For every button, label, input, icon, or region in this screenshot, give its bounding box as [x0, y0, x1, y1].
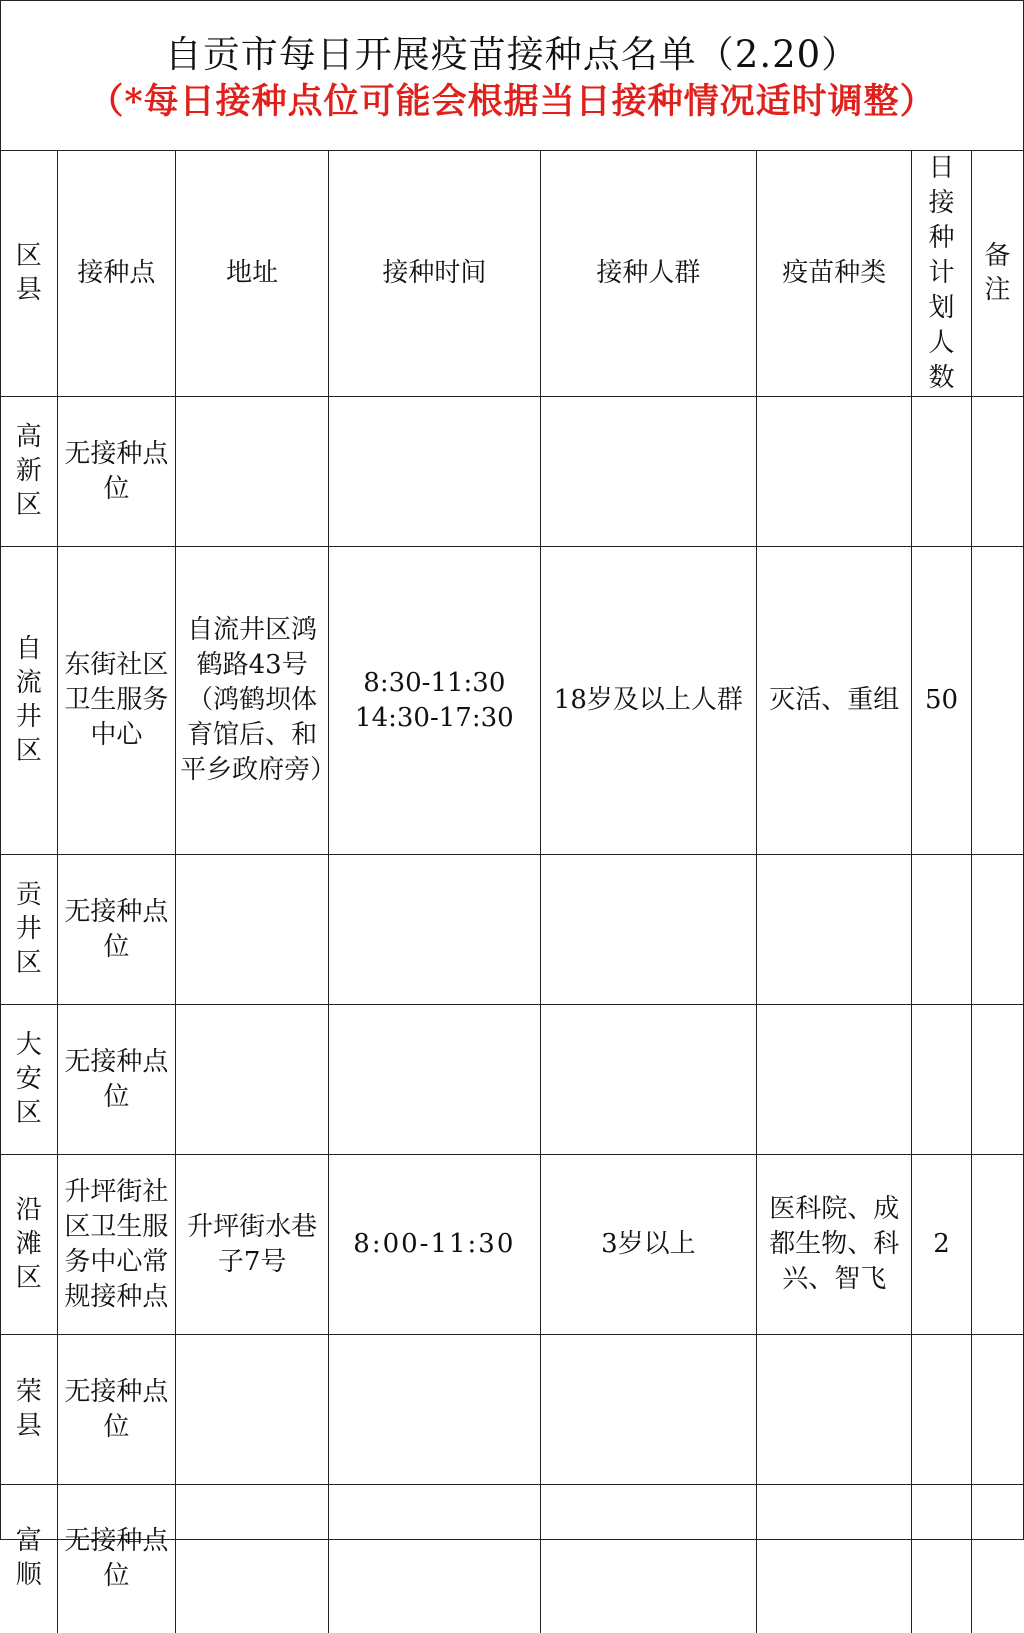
cell-time: 8:30-11:30 14:30-17:30: [329, 547, 540, 855]
header-address: 地址: [176, 151, 329, 397]
cell-note: [971, 855, 1023, 1005]
cell-vaccine: [757, 397, 912, 547]
cell-address: [176, 1485, 329, 1633]
cell-address: [176, 855, 329, 1005]
page-title: 自贡市每日开展疫苗接种点名单（2.20）: [164, 33, 860, 76]
cell-plan: [912, 1005, 971, 1155]
header-note: 备注: [971, 151, 1023, 397]
cell-site: 无接种点位: [57, 1005, 176, 1155]
cell-vaccine: [757, 1005, 912, 1155]
table-row: [1, 1005, 1023, 1155]
cell-district: 自流井区: [1, 547, 57, 855]
header-vaccine: 疫苗种类: [757, 151, 912, 397]
cell-time: [329, 1485, 540, 1633]
cell-district: 高新区: [1, 397, 57, 547]
table-row: [1, 397, 1023, 547]
cell-plan: 50: [912, 547, 971, 855]
cell-site: 升坪街社区卫生服务中心常规接种点: [57, 1155, 176, 1335]
table-row: [1, 1485, 1023, 1633]
cell-plan: 2: [912, 1155, 971, 1335]
cell-plan: [912, 1485, 971, 1633]
cell-note: [971, 397, 1023, 547]
vaccination-sites-table: [1, 151, 1023, 1633]
cell-time: [329, 1005, 540, 1155]
cell-district: 荣县: [1, 1335, 57, 1485]
cell-plan: [912, 855, 971, 1005]
cell-group: [540, 397, 757, 547]
cell-group: 3岁以上: [540, 1155, 757, 1335]
cell-time: [329, 1335, 540, 1485]
cell-vaccine: [757, 1335, 912, 1485]
cell-site: 无接种点位: [57, 1335, 176, 1485]
cell-vaccine: 医科院、成都生物、科兴、智飞: [757, 1155, 912, 1335]
title-block: [1, 1, 1023, 151]
cell-site: 无接种点位: [57, 397, 176, 547]
cell-note: [971, 1335, 1023, 1485]
cell-time: 8:00-11:30: [329, 1155, 540, 1335]
table-row: [1, 1155, 1023, 1335]
cell-plan: [912, 397, 971, 547]
cell-note: [971, 1005, 1023, 1155]
cell-time: [329, 397, 540, 547]
cell-district: 贡井区: [1, 855, 57, 1005]
cell-group: [540, 1485, 757, 1633]
header-plan: 日接种计划人数: [912, 151, 971, 397]
cell-vaccine: [757, 1485, 912, 1633]
cell-time: [329, 855, 540, 1005]
header-group: 接种人群: [540, 151, 757, 397]
cell-site: 东街社区卫生服务中心: [57, 547, 176, 855]
cell-group: [540, 855, 757, 1005]
cell-group: 18岁及以上人群: [540, 547, 757, 855]
cell-vaccine: 灭活、重组: [757, 547, 912, 855]
header-district: 区县: [1, 151, 57, 397]
cell-district: 沿滩区: [1, 1155, 57, 1335]
cell-address: [176, 1005, 329, 1155]
cell-site: 无接种点位: [57, 855, 176, 1005]
header-site: 接种点: [57, 151, 176, 397]
cell-site: 无接种点位: [57, 1485, 176, 1633]
cell-group: [540, 1005, 757, 1155]
table-row: [1, 547, 1023, 855]
header-time: 接种时间: [329, 151, 540, 397]
cell-plan: [912, 1335, 971, 1485]
cell-vaccine: [757, 855, 912, 1005]
cell-address: [176, 1335, 329, 1485]
adjustment-note: （*每日接种点位可能会根据当日接种情况适时调整）: [88, 81, 936, 122]
cell-group: [540, 1335, 757, 1485]
cell-address: 自流井区鸿鹤路43号（鸿鹤坝体育馆后、和平乡政府旁）: [176, 547, 329, 855]
table-row: [1, 1335, 1023, 1485]
cell-address: 升坪街水巷子7号: [176, 1155, 329, 1335]
table-header-row: [1, 151, 1023, 397]
cell-address: [176, 397, 329, 547]
cell-note: [971, 1155, 1023, 1335]
cell-district: 大安区: [1, 1005, 57, 1155]
cell-note: [971, 1485, 1023, 1633]
cell-district: 富顺: [1, 1485, 57, 1633]
table-row: [1, 855, 1023, 1005]
cell-note: [971, 547, 1023, 855]
